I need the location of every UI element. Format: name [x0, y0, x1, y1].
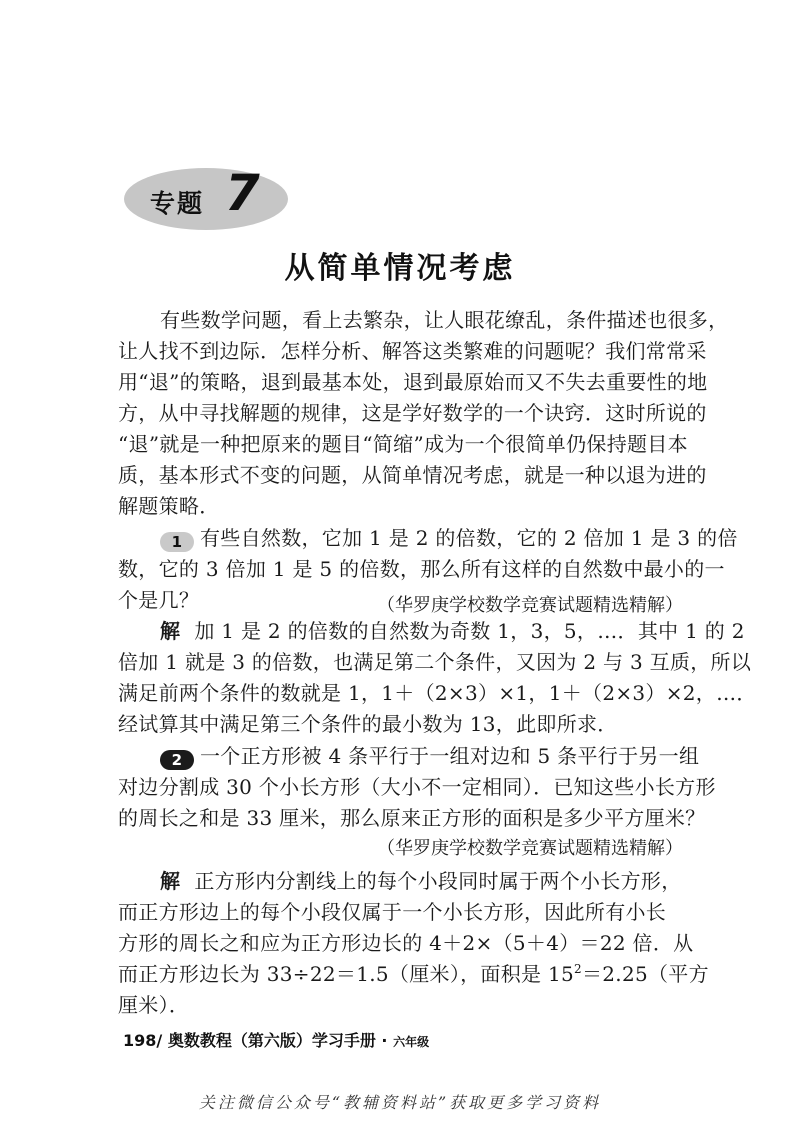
intro-line: 质，基本形式不变的问题，从简单情况考虑，就是一种以退为进的	[118, 463, 707, 487]
solution-1-text: 加 1 是 2 的倍数的自然数为奇数 1，3，5，…．其中 1 的 2	[194, 619, 745, 643]
intro-line: 有些数学问题，看上去繁杂，让人眼花缭乱，条件描述也很多，	[160, 308, 729, 332]
example-2-text: 一个正方形被 4 条平行于一组对边和 5 条平行于另一组	[200, 744, 700, 768]
solution-1-label: 解	[160, 619, 181, 643]
solution-2-text: ＝2.25（平方	[581, 962, 709, 986]
page-number: 198	[123, 1031, 157, 1050]
solution-1-line: 经试算其中满足第三个条件的最小数为 13，此即所求．	[118, 712, 618, 736]
solution-2-line: 方形的周长之和应为正方形边长的 4＋2×（5＋4）＝22 倍．从	[118, 931, 694, 955]
book-title: 奥数教程（第六版）学习手册	[167, 1031, 376, 1050]
grade-label: 六年级	[393, 1035, 430, 1049]
example-1-line: 个是几？	[118, 588, 200, 612]
example-2-line	[160, 746, 699, 770]
badge-label: 专题	[150, 189, 205, 218]
solution-1-line: 满足前两个条件的数就是 1，1＋（2×3）×1，1＋（2×3）×2，…．	[118, 681, 757, 705]
footer-dot: ·	[375, 1031, 394, 1050]
badge-number: 7	[225, 164, 260, 222]
intro-line: “退”就是一种把原来的题目“简缩”成为一个很简单仍保持题目本	[118, 432, 688, 456]
example-1-line: 数，它的 3 倍加 1 是 5 的倍数，那么所有这样的自然数中最小的一	[118, 557, 725, 581]
example-2-number-badge: 2	[160, 750, 194, 770]
exponent: 2	[574, 962, 582, 976]
topic-badge	[122, 166, 290, 232]
intro-line: 让人找不到边际．怎样分析、解答这类繁难的问题呢？我们常常采	[118, 339, 707, 363]
example-2-source: （华罗庚学校数学竞赛试题精选精解）	[377, 838, 683, 859]
example-2-line: 对边分割成 30 个小长方形（大小不一定相同）．已知这些小长方形	[118, 775, 716, 799]
solution-2-line	[160, 871, 682, 891]
example-1-source: （华罗庚学校数学竞赛试题精选精解）	[377, 595, 683, 616]
intro-line: 方，从中寻找解题的规律，这是学好数学的一个诀窍．这时所说的	[118, 401, 707, 425]
solution-2-line	[118, 964, 709, 984]
solution-2-line: 而正方形边上的每个小段仅属于一个小长方形，因此所有小长	[118, 900, 667, 924]
solution-2-text: 而正方形边长为 33÷22＝1.5（厘米），面积是 15	[118, 962, 575, 986]
watermark-text: 关注微信公众号“教辅资料站”获取更多学习资料	[198, 1093, 602, 1112]
solution-2-text: 正方形内分割线上的每个小段同时属于两个小长方形，	[194, 869, 682, 893]
page-footer	[123, 1028, 429, 1051]
example-1-line	[160, 528, 738, 552]
solution-2-line: 厘米）．	[118, 993, 190, 1017]
page-title: 从简单情况考虑	[284, 251, 516, 286]
badge-oval-shape	[122, 166, 290, 232]
example-1-number-badge: 1	[160, 532, 194, 552]
example-2-line: 的周长之和是 33 厘米，那么原来正方形的面积是多少平方厘米？	[118, 806, 706, 830]
footer-separator: /	[156, 1031, 168, 1050]
intro-line: 用“退”的策略，退到最基本处，退到最原始而又不失去重要性的地	[118, 370, 708, 394]
solution-1-line: 倍加 1 就是 3 的倍数，也满足第二个条件，又因为 2 与 3 互质，所以	[118, 650, 752, 674]
solution-1-line	[160, 621, 745, 641]
intro-line: 解题策略．	[118, 494, 220, 518]
example-1-text: 有些自然数，它加 1 是 2 的倍数，它的 2 倍加 1 是 3 的倍	[200, 526, 738, 550]
solution-2-label: 解	[160, 869, 181, 893]
